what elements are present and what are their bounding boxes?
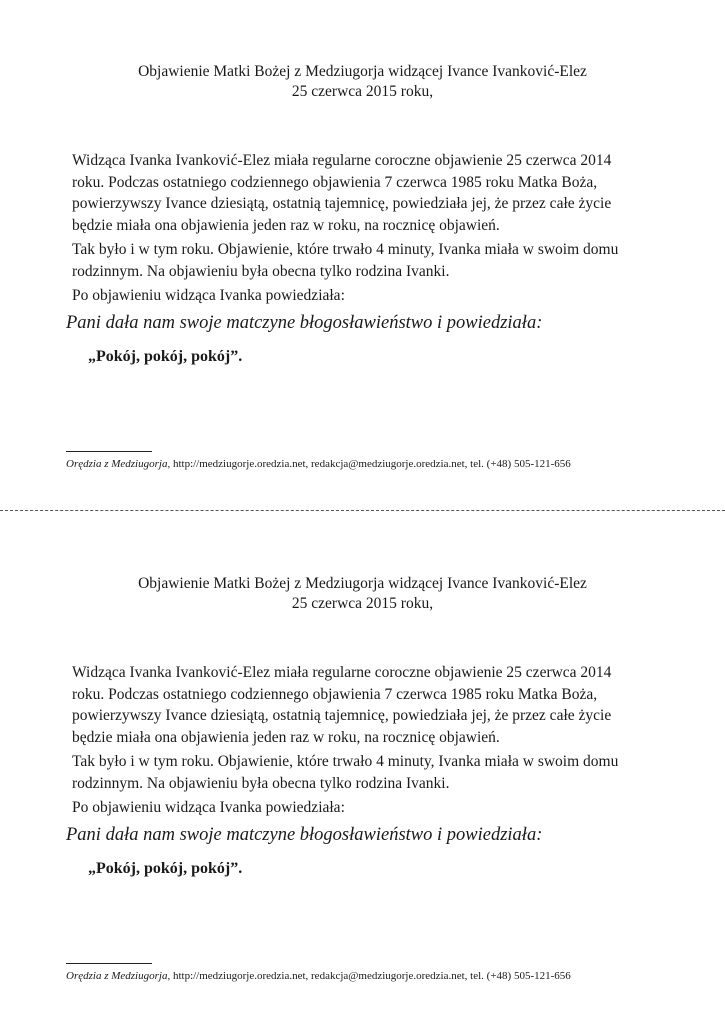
title-line-1: Objawienie Matki Bożej z Medziugorja widzącej Ivance Ivanković-Elez	[138, 63, 587, 80]
title-line-1: Objawienie Matki Bożej z Medziugorja widzącej Ivance Ivanković-Elez	[138, 575, 587, 592]
paragraph-1: Widząca Ivanka Ivanković-Elez miała regularne coroczne objawienie 25 czerwca 2014 roku. Podczas ostatniego codziennego objawienia 7 czerwca 1985 roku Matka Boża, powierzywszy Ivance dziesiątą, ostatnią tajemnicę, powiedziała jej, że przez całe życie będzie miała ona objawienia jeden raz w roku, na rocznicę objawień.	[72, 152, 612, 234]
footnote-rule	[66, 451, 152, 452]
body-text	[72, 150, 647, 310]
footnote-rule	[66, 963, 152, 964]
paragraph-3: Po objawieniu widząca Ivanka powiedziała:	[72, 287, 345, 304]
paragraph-2: Tak było i w tym roku. Objawienie, które trwało 4 minuty, Ivanka miała w swoim domu rodzinnym. Na objawieniu była obecna tylko rodzina Ivanki.	[72, 753, 619, 792]
footnote	[66, 457, 706, 471]
title-line-2: 25 czerwca 2015 roku,	[291, 83, 434, 100]
paragraph-3: Po objawieniu widząca Ivanka powiedziała:	[72, 799, 345, 816]
message-text: „Pokój, pokój, pokój”.	[88, 348, 243, 365]
footnote	[66, 969, 706, 983]
quote-intro: Pani dała nam swoje matczyne błogosławieństwo i powiedziała:	[66, 825, 543, 845]
title-line-2: 25 czerwca 2015 roku,	[291, 595, 434, 612]
quote-intro: Pani dała nam swoje matczyne błogosławieństwo i powiedziała:	[66, 313, 543, 333]
body-text	[72, 662, 647, 822]
footnote-contact: , http://medziugorje.oredzia.net, redakcja@medziugorje.oredzia.net, tel. (+48) 505-121-656	[167, 970, 571, 982]
document-title	[0, 574, 725, 614]
cut-line-divider	[0, 510, 725, 511]
message-text: „Pokój, pokój, pokój”.	[88, 860, 243, 877]
document-title	[0, 62, 725, 102]
footnote-contact: , http://medziugorje.oredzia.net, redakcja@medziugorje.oredzia.net, tel. (+48) 505-121-656	[167, 458, 571, 470]
footnote-source: Orędzia z Medziugorja	[66, 970, 168, 982]
paragraph-1: Widząca Ivanka Ivanković-Elez miała regularne coroczne objawienie 25 czerwca 2014 roku. Podczas ostatniego codziennego objawienia 7 czerwca 1985 roku Matka Boża, powierzywszy Ivance dziesiątą, ostatnią tajemnicę, powiedziała jej, że przez całe życie będzie miała ona objawienia jeden raz w roku, na rocznicę objawień.	[72, 664, 612, 746]
footnote-source: Orędzia z Medziugorja	[66, 458, 168, 470]
paragraph-2: Tak było i w tym roku. Objawienie, które trwało 4 minuty, Ivanka miała w swoim domu rodzinnym. Na objawieniu była obecna tylko rodzina Ivanki.	[72, 241, 619, 280]
